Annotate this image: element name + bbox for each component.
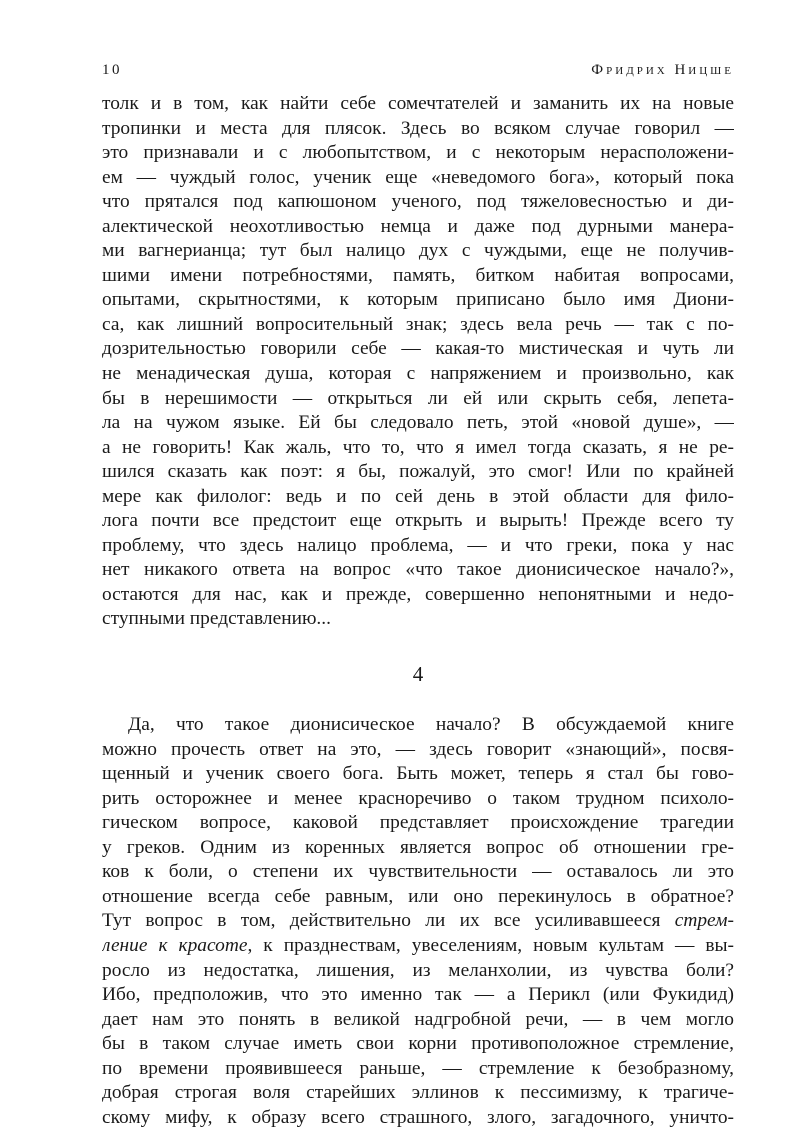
text-line: Да, что такое дионисическое начало? В обсуждаемой книге	[128, 714, 734, 736]
text-line: скому мифу, к образу всего страшного, злого, загадочного, уничто-	[102, 1106, 734, 1128]
text-fragment: , к празднествам, увеселениям, новым культам — вы-	[247, 934, 734, 956]
text-line: ков к боли, о степени их чувствительности — оставалось ли это	[102, 861, 734, 883]
text-line: дозрительностью говорили себе — какая-то мистическая и чуть ли	[102, 338, 734, 360]
text-line: росло из недостатка, лишения, из меланхолии, из чувства боли?	[102, 959, 734, 981]
text-line: ла на чужом языке. Ей бы следовало петь, этой «новой душе», —	[102, 412, 734, 434]
text-line: нет никакого ответа на вопрос «что такое дионисическое начало?»,	[102, 559, 734, 581]
text-line: не менадическая душа, которая с напряжением и произвольно, как	[102, 363, 734, 385]
text-line: отношение всегда себе равным, или оно перекинулось в обратное?	[102, 885, 734, 907]
text-line	[102, 934, 734, 959]
text-line: дает нам это понять в великой надгробной речи, — в чем могло	[102, 1008, 734, 1030]
text-line: по времени проявившееся раньше, — стремление к безобразному,	[102, 1057, 734, 1079]
text-line: можно прочесть ответ на это, — здесь говорит «знающий», посвя-	[102, 738, 734, 760]
author-header: Фридрих Ницше	[591, 62, 734, 78]
text-line: Ибо, предположив, что это именно так — а Перикл (или Фукидид)	[102, 984, 734, 1006]
text-line: что прятался под капюшоном ученого, под тяжеловесностью и ди-	[102, 191, 734, 213]
text-line: шими имени потребностями, память, битком набитая вопросами,	[102, 264, 734, 286]
text-line: это признавали и с любопытством, и с некоторым нерасположени-	[102, 142, 734, 164]
text-line: толк и в том, как найти себе сомечтателей и заманить их на новые	[102, 93, 734, 114]
text-line: ем — чуждый голос, ученик еще «неведомого бога», который пока	[102, 166, 734, 188]
text-line: лога почти все предстоит еще открыть и вырыть! Прежде всего ту	[102, 510, 734, 532]
text-line: проблему, что здесь налицо проблема, — и что греки, пока у нас	[102, 534, 734, 556]
page-number: 10	[102, 62, 122, 78]
section-number: 4	[412, 662, 424, 687]
text-line: добрая строгая воля старейших эллинов к пессимизму, к трагиче-	[102, 1082, 734, 1104]
paragraph-continued	[102, 92, 734, 632]
text-line: алектической неохотливостью немца и даже под дурными манера-	[102, 215, 734, 237]
text-line: опытами, скрытностями, к которым приписано было имя Диони-	[102, 289, 734, 311]
text-line: мере как филолог: ведь и по сей день в этой области для фило-	[102, 485, 734, 507]
book-page	[102, 62, 734, 1130]
text-line: шился сказать как поэт: я бы, пожалуй, это смог! Или по крайней	[102, 461, 734, 483]
paragraph-section-4	[102, 713, 734, 1130]
text-line: бы в таком случае иметь свои корни противоположное стремление,	[102, 1033, 734, 1055]
text-line: у греков. Одним из коренных является вопрос об отношении гре-	[102, 836, 734, 858]
text-line: тропинки и места для плясок. Здесь во всяком случае говорил —	[102, 117, 734, 139]
italic-fragment: ление к красоте	[102, 934, 248, 956]
italic-fragment: стрем-	[674, 910, 734, 932]
text-line: са, как лишний вопросительный знак; здесь вела речь — так с по-	[102, 313, 734, 335]
text-line: рить осторожнее и менее красноречиво о таком трудном психоло-	[102, 787, 734, 809]
text-line: ступными представлению...	[102, 608, 331, 630]
text-fragment: Тут вопрос в том, действительно ли их все усиливавшееся	[102, 910, 661, 932]
text-line: бы в нерешимости — открыться ли ей или скрыть себя, лепета-	[102, 387, 734, 409]
text-line: ми вагнерианца; тут был налицо дух с чуждыми, еще не получив-	[102, 240, 734, 262]
text-line: щенный и ученик своего бога. Быть может, теперь я стал бы гово-	[102, 763, 734, 785]
text-line: остаются для нас, как и прежде, совершенно непонятными и недо-	[102, 583, 734, 605]
text-line: гическом вопросе, каковой представляет происхождение трагедии	[102, 812, 734, 834]
running-head	[102, 62, 734, 92]
text-line	[102, 909, 734, 934]
text-line: а не говорить! Как жаль, что то, что я имел тогда сказать, я не ре-	[102, 436, 734, 458]
